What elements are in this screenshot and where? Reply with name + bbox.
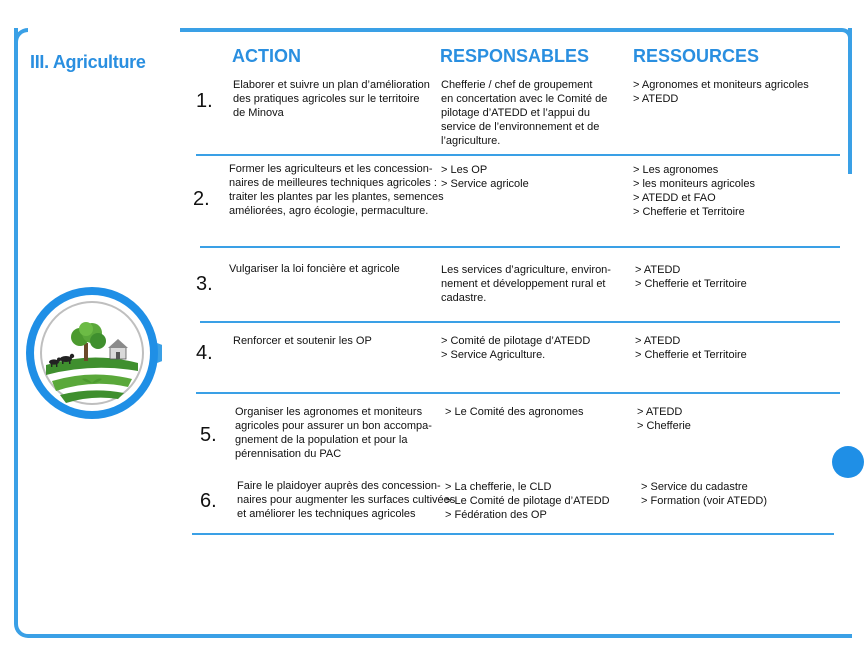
row-ressources xyxy=(635,263,835,291)
row-divider xyxy=(196,154,840,156)
row-divider xyxy=(196,392,840,394)
section-title: III. Agriculture xyxy=(30,52,146,72)
row-responsables xyxy=(441,78,621,148)
action-line: Renforcer et soutenir les OP xyxy=(233,335,372,347)
action-line: Organiser les agronomes et moniteurs xyxy=(235,406,423,418)
header-ressources: RESSOURCES xyxy=(633,46,760,66)
responsables-line: Les services d’agriculture, environ- xyxy=(441,264,611,276)
ressources-line: > Chefferie et Territoire xyxy=(633,206,745,218)
responsables-line: > Service Agriculture. xyxy=(441,349,546,361)
action-line: naires de meilleures techniques agricoles : xyxy=(229,177,437,189)
agriculture-landscape-icon xyxy=(22,283,162,423)
responsables-line: nement et développement rural et xyxy=(441,278,606,290)
row-ressources xyxy=(633,163,833,219)
action-line: et améliorer les techniques agricoles xyxy=(237,508,416,520)
row-responsables xyxy=(441,263,626,305)
ressources-line: > ATEDD xyxy=(635,264,681,276)
action-line: améliorées, agro écologie, permaculture. xyxy=(229,205,429,217)
row-action xyxy=(233,78,433,120)
row-ressources xyxy=(641,480,836,508)
ressources-line: > les moniteurs agricoles xyxy=(633,178,755,190)
ressources-line: > Service du cadastre xyxy=(641,481,748,493)
row-action xyxy=(233,334,433,348)
ressources-line: > Agronomes et moniteurs agricoles xyxy=(633,79,809,91)
responsables-line: en concertation avec le Comité de xyxy=(441,93,608,105)
responsables-line: l’agriculture. xyxy=(441,135,501,147)
row-responsables xyxy=(445,405,630,419)
responsables-line: > La chefferie, le CLD xyxy=(445,481,552,493)
ressources-line: > Les agronomes xyxy=(633,164,719,176)
row-number: 1. xyxy=(196,90,213,112)
ressources-line: > ATEDD xyxy=(637,406,683,418)
row-number: 3. xyxy=(196,273,213,295)
ressources-line: > Formation (voir ATEDD) xyxy=(641,495,768,507)
row-responsables xyxy=(445,480,630,522)
ressources-line: > ATEDD xyxy=(633,93,679,105)
ressources-line: > Chefferie xyxy=(637,420,691,432)
action-line: Elaborer et suivre un plan d’amélioration xyxy=(233,79,430,91)
responsables-line: > Le Comité de pilotage d’ATEDD xyxy=(445,495,610,507)
action-line: pérennisation du PAC xyxy=(235,448,342,460)
row-action xyxy=(229,162,444,218)
action-line: Vulgariser la loi foncière et agricole xyxy=(229,263,400,275)
row-action xyxy=(237,479,456,521)
decorative-dot xyxy=(832,446,864,478)
row-ressources xyxy=(637,405,832,433)
action-line: traiter les plantes par les plantes, semences xyxy=(229,191,444,203)
row-number: 5. xyxy=(200,424,217,446)
row-ressources xyxy=(633,78,833,106)
responsables-line: cadastre. xyxy=(441,292,487,304)
row-number: 4. xyxy=(196,342,213,364)
row-divider xyxy=(192,533,834,535)
responsables-line: pilotage d’ATEDD et l’appui du xyxy=(441,107,590,119)
action-line: de Minova xyxy=(233,107,284,119)
row-divider xyxy=(200,246,840,248)
row-action xyxy=(235,405,435,461)
responsables-line: > Comité de pilotage d’ATEDD xyxy=(441,335,591,347)
ressources-line: > ATEDD xyxy=(635,335,681,347)
header-action: ACTION xyxy=(232,46,301,66)
responsables-line: > Les OP xyxy=(441,164,488,176)
responsables-line: Chefferie / chef de groupement xyxy=(441,79,593,91)
row-number: 6. xyxy=(200,490,217,512)
ressources-line: > ATEDD et FAO xyxy=(633,192,716,204)
action-line: agricoles pour assurer un bon accompa- xyxy=(235,420,432,432)
row-divider xyxy=(200,321,840,323)
action-line: des pratiques agricoles sur le territoire xyxy=(233,93,420,105)
action-line: Faire le plaidoyer auprès des concession- xyxy=(237,480,441,492)
row-number: 2. xyxy=(193,188,210,210)
action-line: gnement de la population et pour la xyxy=(235,434,408,446)
ressources-line: > Chefferie et Territoire xyxy=(635,278,747,290)
responsables-line: > Le Comité des agronomes xyxy=(445,406,584,418)
responsables-line: service de l’environnement et de xyxy=(441,121,600,133)
row-responsables xyxy=(441,334,626,362)
action-line: naires pour augmenter les surfaces cultivées xyxy=(237,494,456,506)
ressources-line: > Chefferie et Territoire xyxy=(635,349,747,361)
row-action xyxy=(229,262,434,276)
row-responsables xyxy=(441,163,621,191)
responsables-line: > Fédération des OP xyxy=(445,509,547,521)
header-responsables: RESPONSABLES xyxy=(440,46,590,66)
action-line: Former les agriculteurs et les concession- xyxy=(229,163,433,175)
row-ressources xyxy=(635,334,835,362)
responsables-line: > Service agricole xyxy=(441,178,529,190)
frame-bottom-border xyxy=(200,634,852,638)
